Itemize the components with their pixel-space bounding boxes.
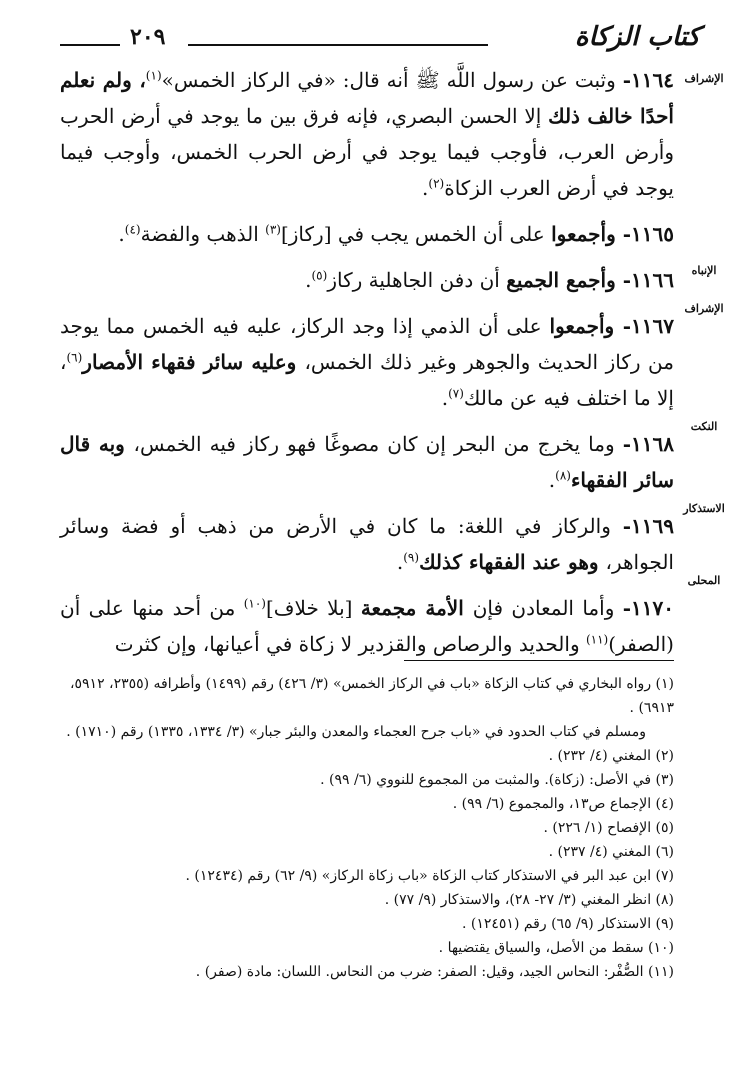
paragraph-text: وما يخرج من البحر إن كان مصوغًا فهو ركاز فيه الخمس،	[133, 432, 623, 456]
running-title: كتاب الزكاة	[574, 22, 700, 52]
paragraph-number: ١١٦٨-	[622, 432, 674, 456]
paragraph-text: أن دفن الجاهلية ركاز	[327, 268, 507, 292]
paragraph-number: ١١٦٦-	[622, 268, 674, 292]
paragraph-text: والركاز في اللغة: ما كان في الأرض من ذهب أو فضة وسائر الجواهر،	[60, 514, 674, 574]
paragraph-number: ١١٧٠-	[622, 596, 674, 620]
footnote-ref: (٦)	[66, 350, 83, 365]
footnote-ref: (٥)	[311, 268, 328, 283]
paragraph-text: على أن الذمي إذا وجد الركاز، عليه فيه الخمس مما يوجد من ركاز الحديث والجوهر وغير ذلك الخمس،	[60, 314, 674, 374]
footnote-7: (٧) ابن عبد البر في الاستذكار كتاب الزكاة «باب زكاة الركاز» (٩/ ٦٢) رقم (١٢٤٣٤) .	[185, 868, 674, 884]
footnote-ref: (١)	[145, 68, 162, 83]
paragraph-text: .	[548, 468, 556, 492]
bold-phrase: وأجمعوا	[551, 222, 623, 246]
margin-label-nukat: النكت	[690, 420, 718, 433]
paragraph-1170	[60, 590, 674, 662]
footnote-separator	[404, 660, 674, 661]
footnote-ref: (١١)	[585, 632, 609, 647]
paragraph-text: وثبت عن رسول اللَّه ﷺ أنه قال: «في الركاز الخمس»	[161, 68, 623, 92]
footnote-ref: (٩)	[403, 550, 420, 565]
paragraph-number: ١١٦٩-	[622, 514, 674, 538]
footnote-8: (٨) انظر المغني (٣/ ٢٧- ٢٨)، والاستذكار (٩/ ٧٧) .	[384, 892, 674, 908]
footnote-9: (٩) الاستذكار (٩/ ٦٥) رقم (١٢٤٥١) .	[461, 916, 674, 932]
paragraph-1167	[60, 308, 674, 416]
footnote-3: (٣) في الأصل: (زكاة). والمثبت من المجموع للنووي (٦/ ٩٩) .	[320, 772, 674, 788]
footnote-4: (٤) الإجماع ص١٣، والمجموع (٦/ ٩٩) .	[452, 796, 674, 812]
paragraph-1169	[60, 508, 674, 580]
paragraph-text: من أحد منها على أن (الصفر)	[60, 596, 674, 656]
footnote-6: (٦) المغني (٤/ ٢٣٧) .	[548, 844, 674, 860]
paragraph-1168	[60, 426, 674, 498]
footnote-5: (٥) الإفصاح (١/ ٢٢٦) .	[543, 820, 674, 836]
footnote-ref: (٢)	[428, 176, 445, 191]
footnote-ref: (٨)	[555, 468, 571, 483]
footnote-1-continued: ومسلم في كتاب الحدود في «باب جرح العجماء والمعدن والبئر جبار» (٣/ ١٣٣٤، ١٣٣٥) رقم (١٧١٠) .	[66, 724, 646, 740]
bold-phrase: ، ولم نعلم أحدًا خالف ذلك	[60, 68, 674, 128]
header-rule-middle	[188, 44, 488, 46]
paragraph-1165	[60, 216, 674, 252]
bold-phrase: وهو عند الفقهاء كذلك	[419, 550, 606, 574]
paragraph-text: إلا الحسن البصري، فإنه فرق بين ما يوجد في أرض الحرب وأرض العرب، فأوجب فيما يوجد في أرض الحرب الخمس، وأوجب فيما يوجد في أرض العرب الزكاة	[60, 104, 674, 200]
footnote-11: (١١) الصُّفْر: النحاس الجيد، وقيل: الصفر: ضرب من النحاس. اللسان: مادة (صفر) .	[195, 964, 674, 980]
paragraph-text: ، إلا ما اختلف فيه عن مالك	[60, 350, 674, 410]
bold-phrase: وعليه سائر فقهاء الأمصار	[82, 350, 305, 374]
paragraph-1166	[60, 262, 674, 298]
margin-label-ishraf: الإشراف	[684, 72, 724, 85]
paragraph-text: .	[422, 176, 429, 200]
bold-phrase: وأجمع الجميع	[506, 268, 623, 292]
footnote-2: (٢) المغني (٤/ ٢٣٢) .	[548, 748, 674, 764]
paragraph-text: .	[396, 550, 404, 574]
paragraph-text: .	[441, 386, 449, 410]
paragraph-number: ١١٦٤-	[622, 68, 674, 92]
footnotes	[60, 672, 674, 984]
paragraph-text: [بلا خلاف]	[265, 596, 361, 620]
bold-phrase: وأجمعوا	[549, 314, 623, 338]
page-header	[60, 22, 700, 62]
margin-label-istidhkar: الاستذكار	[683, 502, 725, 515]
footnote-ref: (٤)	[124, 222, 141, 237]
page-number: ٢٠٩	[130, 24, 166, 50]
paragraph-text: والحديد والرصاص والقزدير لا زكاة في أعيانها، وإن كثرت	[114, 632, 586, 656]
bold-phrase: وبه قال سائر الفقهاء	[60, 432, 674, 492]
main-text	[60, 62, 674, 672]
margin-label-ishraf-2: الإشراف	[684, 302, 724, 315]
paragraph-text: .	[305, 268, 312, 292]
paragraph-text: الذهب والفضة	[140, 222, 266, 246]
bold-phrase: الأمة مجمعة	[360, 596, 473, 620]
footnote-ref: (٣)	[265, 222, 281, 237]
paragraph-text: وأما المعادن فإن	[472, 596, 623, 620]
margin-label-muhalla: المحلى	[687, 574, 721, 587]
paragraph-text: .	[118, 222, 125, 246]
footnote-1: (١) رواه البخاري في كتاب الزكاة «باب في الركاز الخمس» (٣/ ٤٢٦) رقم (١٤٩٩) وأطرافه (٢٣٥٥، ٥٩١٢، ٦٩١٣) .	[69, 676, 674, 716]
footnote-ref: (١٠)	[243, 596, 266, 611]
footnote-ref: (٧)	[448, 386, 464, 401]
header-rule-left	[60, 44, 120, 46]
paragraph-text: على أن الخمس يجب في [ركاز]	[280, 222, 552, 246]
footnote-10: (١٠) سقط من الأصل، والسياق يقتضيها .	[438, 940, 674, 956]
margin-label-inbah: الإنباه	[691, 264, 717, 277]
paragraph-number: ١١٦٥-	[622, 222, 674, 246]
paragraph-number: ١١٦٧-	[622, 314, 675, 338]
paragraph-1164	[60, 62, 674, 206]
